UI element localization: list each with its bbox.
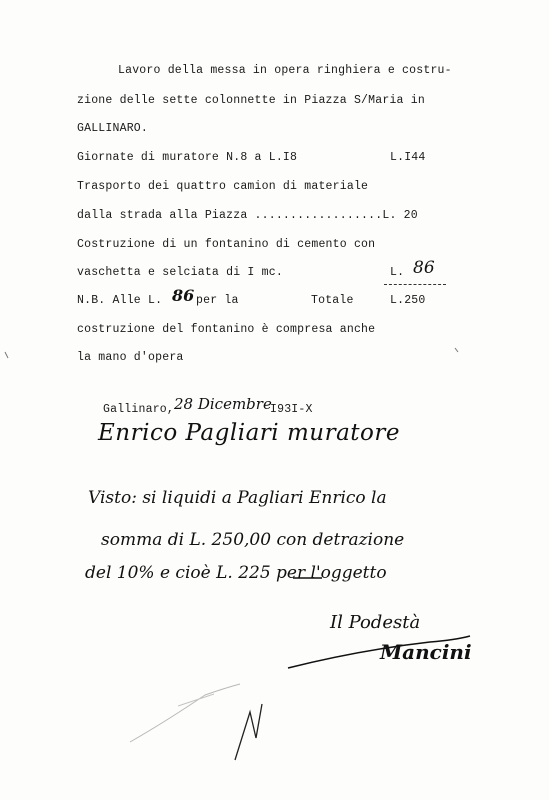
margin-tick-left — [5, 352, 8, 358]
item1-description: Giornate di muratore N.8 a L.I8 — [77, 151, 298, 164]
podesta-signature: Mancini — [380, 640, 472, 664]
podesta-title: Il Podestà — [330, 612, 421, 633]
visto-line-2: somma di L. 250,00 con detrazione — [101, 530, 405, 550]
date-place: Gallinaro, — [103, 403, 175, 416]
pen-mark — [235, 704, 262, 760]
faint-scribble-2 — [178, 694, 214, 706]
intro-line-1: Lavoro della messa in opera ringhiera e costru- — [118, 64, 452, 77]
nb-line-3: la mano d'opera — [77, 351, 184, 364]
total-label: Totale — [311, 294, 354, 307]
signature-muratore: Enrico Pagliari muratore — [98, 420, 400, 446]
visto-line-1: Visto: si liquidi a Pagliari Enrico la — [88, 488, 387, 508]
date-day-month-handwritten: 28 Dicembre — [174, 395, 272, 413]
margin-tick-right — [455, 348, 458, 352]
item2-line-2: dalla strada alla Piazza ..................L. 20 — [77, 209, 418, 222]
item3-line-1: Costruzione di un fontanino di cemento con — [77, 238, 376, 251]
item3-currency: L. — [390, 266, 405, 279]
item3-amount-handwritten: 86 — [413, 258, 435, 278]
signature-flourish — [288, 636, 470, 668]
faint-scribble — [130, 684, 240, 742]
item3-line-2: vaschetta e selciata di I mc. — [77, 266, 283, 279]
visto-line-3: del 10% e cioè L. 225 per l'oggetto — [85, 563, 387, 583]
total-amount: L.250 — [390, 294, 426, 307]
nb-line-2: costruzione del fontanino è compresa anche — [77, 323, 376, 336]
intro-line-3: GALLINARO. — [77, 122, 149, 135]
item2-line-1: Trasporto dei quattro camion di materiale — [77, 180, 369, 193]
nb-line-1-prefix: N.B. Alle L. — [77, 294, 163, 307]
nb-line-1-suffix: per la — [196, 294, 239, 307]
item1-amount: L.I44 — [390, 151, 426, 164]
intro-line-2: zione delle sette colonnette in Piazza S/Maria in — [77, 94, 425, 107]
nb-amount-handwritten: 86 — [172, 286, 195, 305]
date-year: I93I-X — [270, 403, 313, 416]
